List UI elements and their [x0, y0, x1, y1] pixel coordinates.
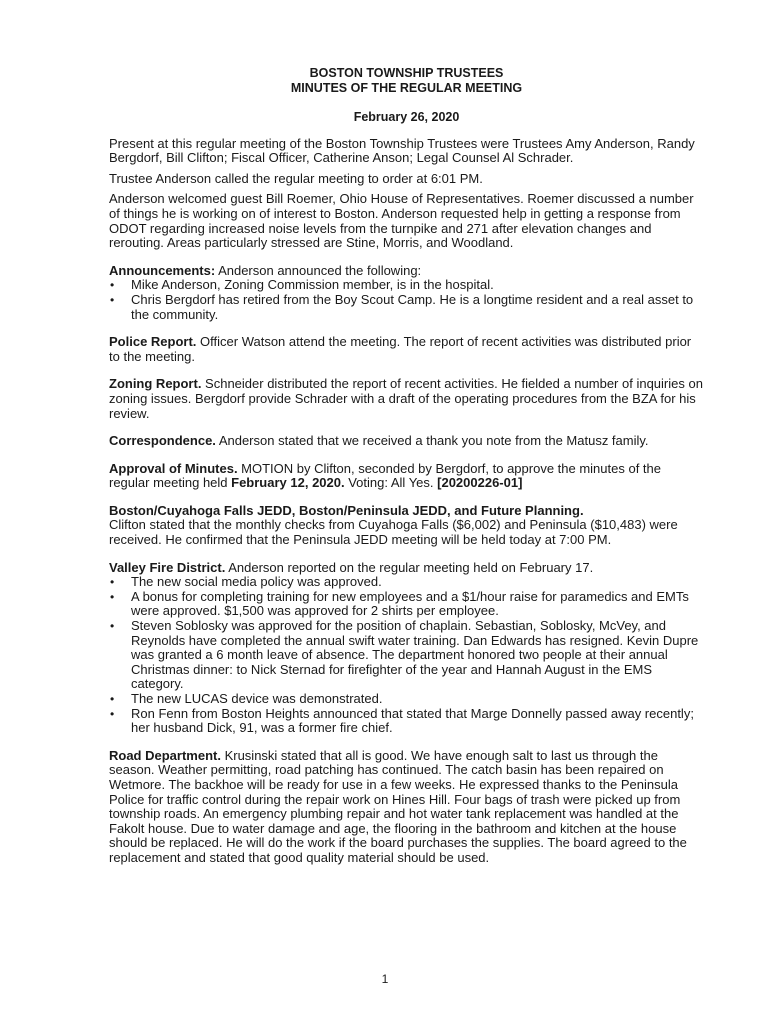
meeting-date: February 26, 2020 — [353, 110, 460, 124]
fire-section — [109, 561, 704, 736]
title-line-1: BOSTON TOWNSHIP TRUSTEES — [309, 66, 504, 80]
announcements-heading: Announcements: — [109, 262, 216, 278]
jedd-heading: Boston/Cuyahoga Falls JEDD, Boston/Peninsula JEDD, and Future Planning. — [109, 502, 584, 518]
zoning-heading: Zoning Report. — [109, 376, 202, 392]
correspondence-heading: Correspondence. — [109, 433, 216, 449]
approval-section — [109, 462, 704, 491]
list-item: • Chris Bergdorf has retired from the Boy Scout Camp. He is a longtime resident and a real asset to the community. — [109, 293, 704, 322]
zoning-section — [109, 377, 704, 421]
zoning-text: Schneider distributed the report of recent activities. He fielded a number of inquiries on zoning issues. Bergdorf provide Schrader with a draft of the operating procedures from the BZA for his review. — [109, 376, 703, 421]
list-item: • The new social media policy was approved. — [109, 575, 704, 590]
document-title — [109, 66, 704, 96]
police-section — [109, 335, 704, 364]
list-item: • A bonus for completing training for new employees and a $1/hour raise for paramedics and EMTs were approved. $1,500 was approved for 2 shirts per employee. — [109, 590, 704, 619]
announcements-list — [109, 278, 704, 322]
list-item: • Ron Fenn from Boston Heights announced that stated that Marge Donnelly passed away recently; her husband Dick, 91, was a former fire chief. — [109, 707, 704, 736]
announcements-text: Anderson announced the following: — [215, 262, 422, 278]
resolution-number: [20200226-01] — [437, 475, 523, 491]
fire-list — [109, 575, 704, 736]
fire-text: Anderson reported on the regular meeting held on February 17. — [225, 559, 594, 575]
correspondence-section — [109, 434, 704, 449]
correspondence-text: Anderson stated that we received a thank you note from the Matusz family. — [215, 433, 649, 449]
road-text: Krusinski stated that all is good. We have enough salt to last us through the season. Weather permitting, road patching has continued. The catch basin has been repaired on Wetmore. The backhoe will be ready for use in a few weeks. He expressed thanks to the Peninsula Police for traffic control during the repair work on Hines Hill. Four bags of trash were picked up from township roads. An emergency plumbing repair and hot water tank replacement was handled at the Fakolt house. Due to water damage and age, the flooring in the bathroom and kitchen at the house should be replaced. He will do the work if the board purchases the supplies. The board agreed to the replacement and stated that good quality material should be used. — [109, 747, 687, 865]
police-text: Officer Watson attend the meeting. The report of recent activities was distributed prior to the meeting. — [109, 334, 692, 364]
jedd-section — [109, 504, 704, 548]
title-line-2: MINUTES OF THE REGULAR MEETING — [290, 81, 523, 95]
list-item: • Steven Soblosky was approved for the position of chaplain. Sebastian, Soblosky, McVey, and Reynolds have completed the annual swift water training. Dan Edwards has resigned. Kevin Dupre was granted a 6 month leave of absence. The department honored two people at their annual Christmas dinner: to Nick Sternad for firefighter of the year and Hannah August in the EMS category. — [109, 619, 704, 692]
jedd-text: Clifton stated that the monthly checks from Cuyahoga Falls ($6,002) and Peninsula ($10,483) were received. He confirmed that the Peninsula JEDD meeting will be held today at 7:00 PM. — [109, 517, 678, 548]
fire-heading: Valley Fire District. — [109, 559, 226, 575]
road-heading: Road Department. — [109, 747, 221, 763]
road-section — [109, 749, 704, 866]
guest-paragraph: Anderson welcomed guest Bill Roemer, Ohio House of Representatives. Roemer discussed a number of things he is working on of interest to Boston. Anderson requested help in getting a response from ODOT regarding increased noise levels from the turnpike and 271 after elevation changes and rerouting. Areas particularly stressed are Stine, Morris, and Woodland. — [109, 191, 694, 251]
approval-heading: Approval of Minutes. — [109, 460, 238, 476]
call-to-order-paragraph: Trustee Anderson called the regular meeting to order at 6:01 PM. — [109, 170, 483, 186]
page-number: 1 — [381, 972, 389, 986]
approval-text: MOTION by Clifton, seconded by Bergdorf, to approve the minutes of the regular meeting held — [109, 460, 661, 491]
approval-vote: Voting: All Yes. — [344, 475, 438, 491]
list-item: • The new LUCAS device was demonstrated. — [109, 692, 704, 707]
announcements-section — [109, 264, 704, 322]
page-content — [109, 66, 704, 866]
list-item: • Mike Anderson, Zoning Commission member, is in the hospital. — [109, 278, 704, 293]
police-heading: Police Report. — [109, 334, 197, 350]
attendance-paragraph: Present at this regular meeting of the Boston Township Trustees were Trustees Amy Anderson, Randy Bergdorf, Bill Clifton; Fiscal Officer, Catherine Anson; Legal Counsel Al Schrader. — [109, 135, 695, 166]
approval-meeting-date: February 12, 2020. — [231, 475, 345, 491]
